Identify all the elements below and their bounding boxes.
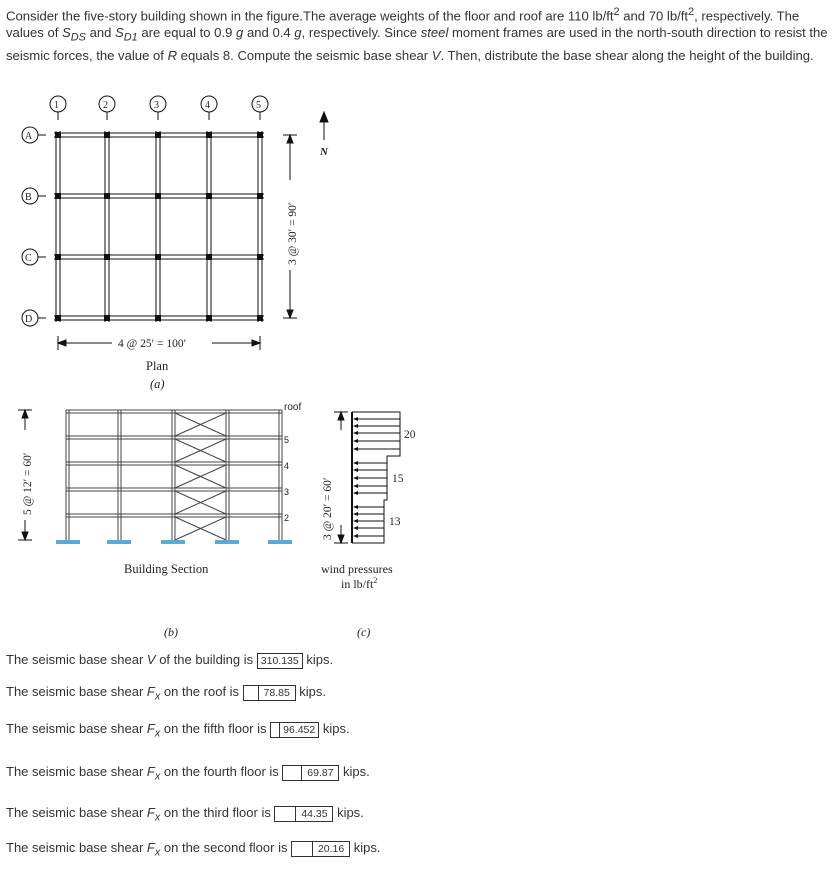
floor-label-roof: roof [284,402,302,413]
north-label: N [320,146,328,158]
plan-depth-label: 3 @ 30′ = 90′ [287,202,299,265]
section-frame [66,410,282,540]
plan-columns [55,132,263,321]
wind-pressure-diagram [321,412,416,639]
section-foundations [56,540,292,544]
row-label: D [25,314,33,325]
floor-label: 5 [284,435,290,445]
answer-fourth-floor: The seismic base shear $F_x$ on the fourth floor is 69.87 kips. [6,764,370,783]
wind-pressure-value: 15 [392,473,404,485]
floor-label: 3 [284,487,290,497]
answer-input[interactable]: 310.135 [257,653,303,669]
building-section [18,402,301,639]
plan-row-markers [22,127,46,326]
column-label: 2 [103,100,108,111]
answer-input[interactable]: 96.452 [279,722,319,738]
wind-title: wind pressures [321,562,393,576]
wind-pressure-value: 20 [404,429,416,441]
row-label: B [25,192,32,203]
column-label: 3 [154,100,159,111]
answer-roof: The seismic base shear $F_x$ on the roof is 78.85 kips. [6,684,327,703]
section-tag: (b) [164,625,178,639]
answer-input[interactable]: 69.87 [301,765,339,781]
wind-title-units: in $lb/ft^2$ [341,576,378,591]
answer-input[interactable]: 20.16 [312,841,350,857]
answer-base-shear: The seismic base shear V of the building is 310.135 kips. [6,652,334,667]
plan-tag: (a) [150,377,165,391]
plan-grid [54,131,264,322]
plan-title: Plan [146,359,169,373]
floor-label: 2 [284,513,290,523]
plan-view [22,96,328,350]
answer-input[interactable]: 78.85 [258,685,296,701]
problem-statement: Consider the five-story building shown in the figure.The average weights of the floor and roof are 110 $lb/ft^2$ and 70 $lb/ft^2$, respectively. The values of $S_{DS}$ and $S_{D1}$ are equal to 0.9 g and 0.4 g, respectively. Since steel moment frames are used in the north-south direction to resist the seismic forces, the value of R equals 8. Compute the seismic base shear V. Then, distribute the base shear along the height of the building. [6,6,828,63]
plan-column-markers [50,96,268,120]
answer-fifth-floor: The seismic base shear $F_x$ on the fifth floor is 96.452 kips. [6,721,350,740]
wind-height-dimension [334,412,348,543]
wind-height-label: 3 @ 20′ = 60′ [322,477,334,540]
plan-labels [25,100,329,391]
answer-input[interactable]: 44.35 [295,806,333,822]
floor-label: 4 [284,461,290,471]
answer-second-floor: The seismic base shear $F_x$ on the second floor is 20.16 kips. [6,840,381,859]
wind-tag: (c) [357,625,371,639]
section-title: Building Section [124,562,209,576]
wind-pressure-value: 13 [389,516,401,528]
wind-arrowheads [353,417,358,538]
column-label: 5 [256,100,261,111]
north-arrow-icon [320,112,328,140]
answer-third-floor: The seismic base shear $F_x$ on the third floor is 44.35 kips. [6,805,364,824]
row-label: A [25,131,33,142]
column-label: 4 [205,100,210,111]
row-label: C [25,253,32,264]
section-height-label: 5 @ 12′ = 60′ [22,452,34,515]
plan-width-label: 4 @ 25′ = 100′ [118,338,187,350]
column-label: 1 [54,100,59,111]
